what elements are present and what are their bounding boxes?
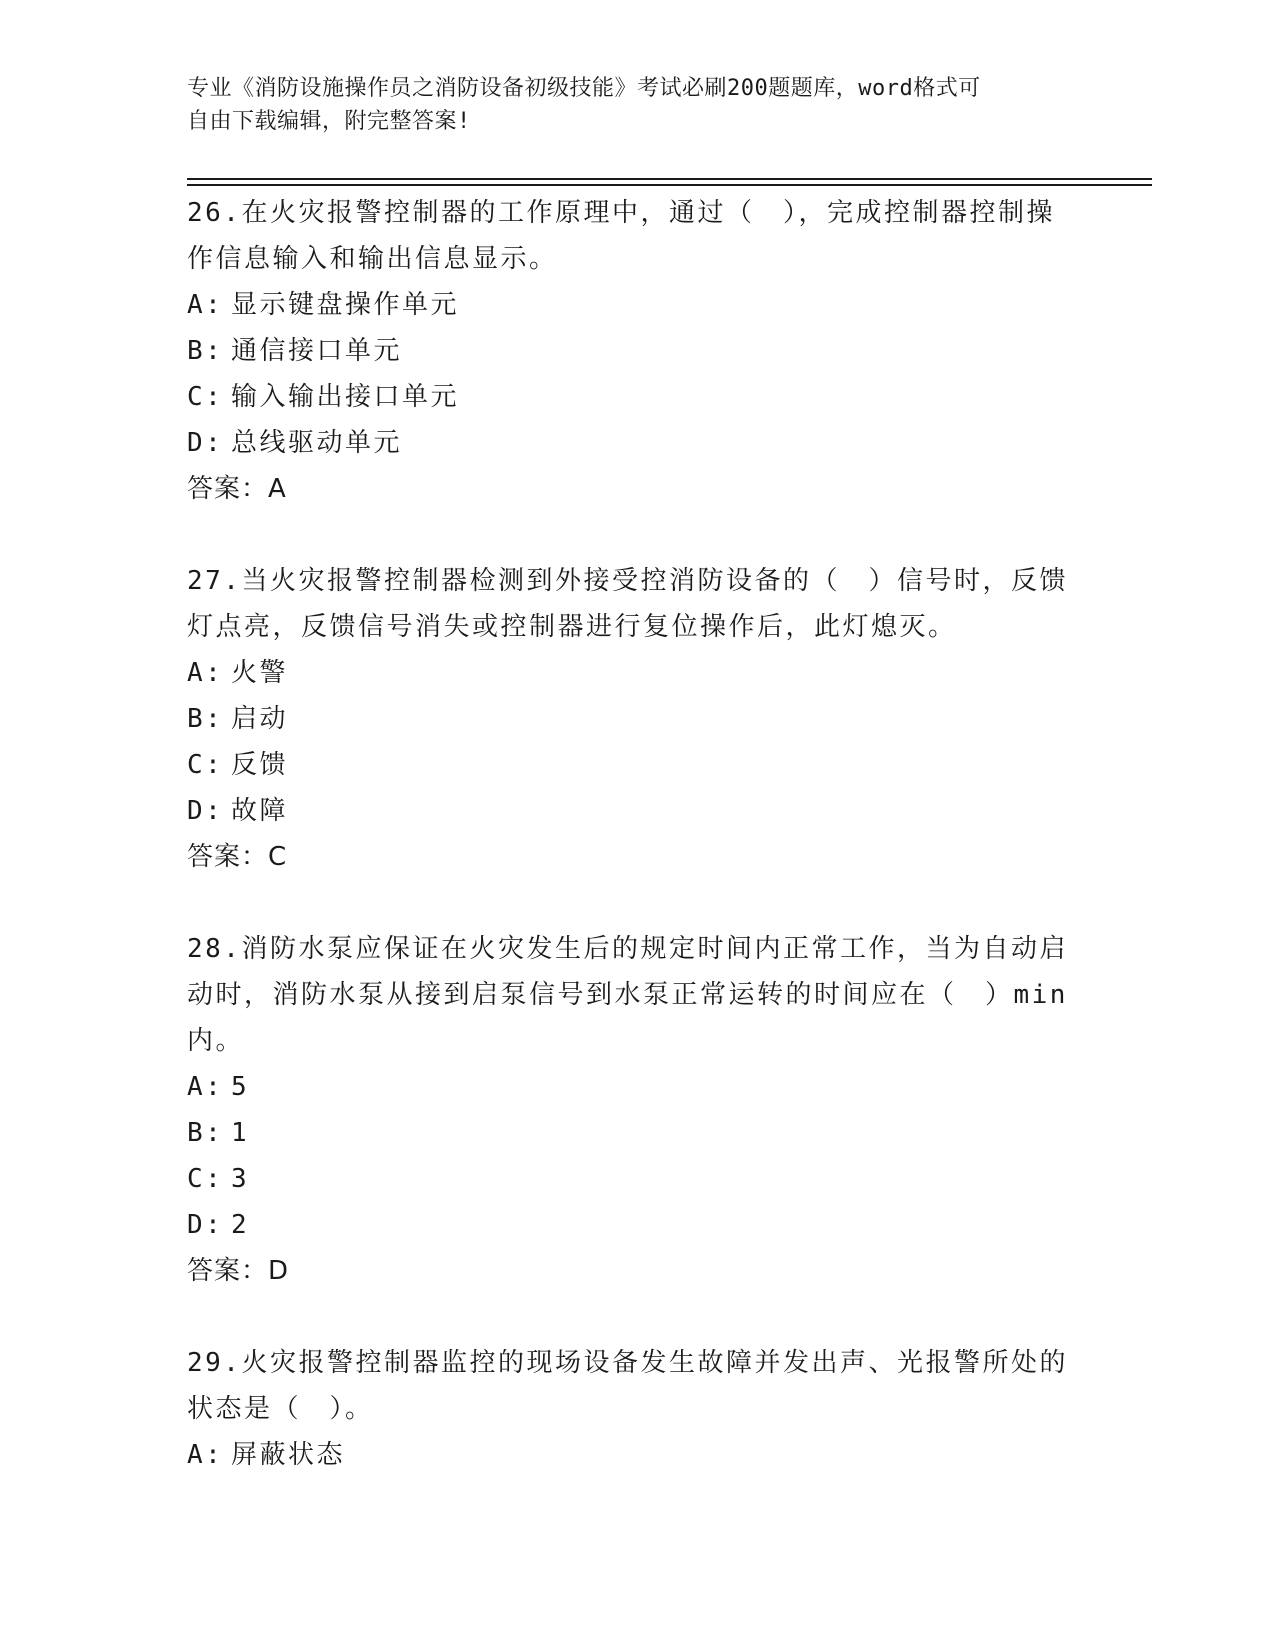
option-a (187, 282, 1087, 328)
answer-line: 答案：A (187, 474, 287, 504)
option-text: 5 (231, 1072, 250, 1102)
option-text: 2 (231, 1210, 250, 1240)
question-stem (187, 558, 1087, 650)
option-b (187, 328, 1087, 374)
question-28 (187, 926, 1087, 1294)
question-26 (187, 190, 1087, 512)
option-letter: B: (187, 336, 224, 366)
option-letter: A: (187, 658, 224, 688)
answer-line: 答案：C (187, 842, 288, 872)
header-line-2: 自由下载编辑，附完整答案! (187, 109, 471, 134)
stem-line: 27.当火灾报警控制器检测到外接受控消防设备的（ ）信号时，反馈 (187, 566, 1068, 596)
option-c (187, 374, 1087, 420)
header-divider-top (187, 178, 1152, 180)
option-d (187, 1202, 1087, 1248)
question-stem (187, 190, 1087, 282)
stem-line: 26.在火灾报警控制器的工作原理中，通过（ ），完成控制器控制操 (187, 198, 1055, 228)
option-letter: C: (187, 750, 224, 780)
option-text: 总线驱动单元 (231, 428, 403, 458)
option-text: 火警 (231, 658, 289, 688)
stem-line: 28.消防水泵应保证在火灾发生后的规定时间内正常工作，当为自动启 (187, 934, 1068, 964)
option-text: 显示键盘操作单元 (231, 290, 460, 320)
option-text: 输入输出接口单元 (231, 382, 460, 412)
option-letter: A: (187, 1072, 224, 1102)
option-text: 3 (231, 1164, 250, 1194)
option-letter: C: (187, 1164, 224, 1194)
option-text: 1 (231, 1118, 250, 1148)
option-letter: B: (187, 1118, 224, 1148)
document-header (187, 72, 1067, 138)
option-letter: A: (187, 1440, 224, 1470)
header-divider-bottom (187, 184, 1152, 186)
option-d (187, 788, 1087, 834)
option-b (187, 1110, 1087, 1156)
option-text: 故障 (231, 796, 289, 826)
stem-line: 29.火灾报警控制器监控的现场设备发生故障并发出声、光报警所处的 (187, 1348, 1068, 1378)
option-text: 启动 (231, 704, 289, 734)
option-letter: B: (187, 704, 224, 734)
option-d (187, 420, 1087, 466)
option-a (187, 1432, 1087, 1478)
question-29 (187, 1340, 1087, 1478)
option-c (187, 742, 1087, 788)
option-a (187, 1064, 1087, 1110)
answer-line: 答案：D (187, 1256, 290, 1286)
question-stem (187, 1340, 1087, 1432)
stem-line: 内。 (187, 1026, 245, 1056)
option-text: 通信接口单元 (231, 336, 403, 366)
question-stem (187, 926, 1087, 1064)
option-letter: A: (187, 290, 224, 320)
option-c (187, 1156, 1087, 1202)
stem-line: 动时，消防水泵从接到启泵信号到水泵正常运转的时间应在（ ）min (187, 980, 1068, 1010)
option-a (187, 650, 1087, 696)
question-list (187, 190, 1087, 1524)
option-text: 屏蔽状态 (231, 1440, 346, 1470)
option-letter: D: (187, 1210, 224, 1240)
header-line-1: 专业《消防设施操作员之消防设备初级技能》考试必刷200题题库，word格式可 (187, 76, 981, 101)
option-text: 反馈 (231, 750, 289, 780)
option-b (187, 696, 1087, 742)
option-letter: C: (187, 382, 224, 412)
option-letter: D: (187, 796, 224, 826)
stem-line: 状态是（ ）。 (187, 1394, 374, 1424)
stem-line: 灯点亮，反馈信号消失或控制器进行复位操作后，此灯熄灭。 (187, 612, 957, 642)
question-27 (187, 558, 1087, 880)
stem-line: 作信息输入和输出信息显示。 (187, 244, 558, 274)
option-letter: D: (187, 428, 224, 458)
